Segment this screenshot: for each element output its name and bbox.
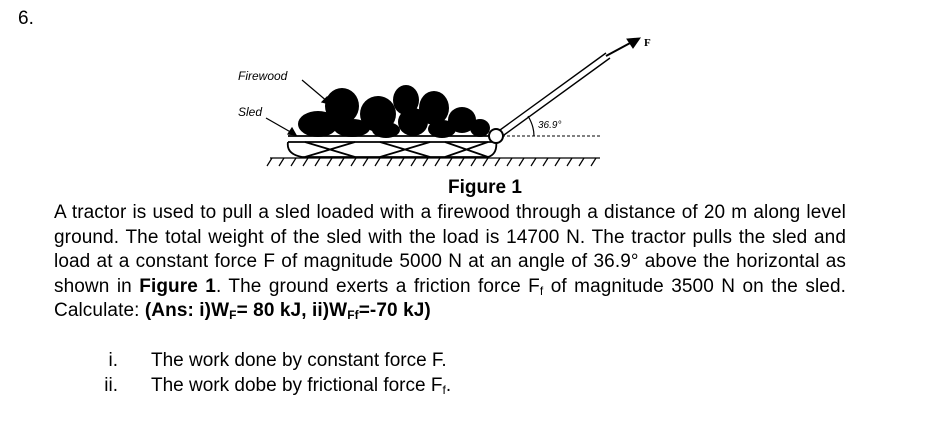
- list-numeral: i.: [108, 350, 118, 371]
- sled-figure: [230, 30, 650, 190]
- ground-hatch: [267, 158, 596, 166]
- answer-text: [145, 300, 431, 321]
- hitch-ring: [489, 129, 503, 143]
- force-label: F: [644, 37, 651, 49]
- list-numeral: ii.: [104, 375, 118, 396]
- statement-part-3: of magnitude 3500 N on the sled. Calculate:: [54, 275, 847, 321]
- answer-part-1: (Ans: i)W: [144, 300, 230, 321]
- answer-subscript-2: Ff: [347, 308, 359, 322]
- figure-reference: Figure 1: [139, 275, 216, 297]
- ground: [267, 158, 600, 166]
- force-arrow: [606, 38, 640, 56]
- statement-part-2: . The ground exerts a friction force F: [215, 275, 540, 297]
- list-subscript: f: [442, 383, 446, 397]
- figure-caption: Figure 1: [448, 177, 522, 198]
- list-text-wrapper: [151, 375, 451, 397]
- sled-label: Sled: [238, 105, 263, 119]
- problem-statement: [54, 201, 846, 324]
- question-number: 6.: [18, 8, 34, 29]
- firewood-pile: [298, 85, 490, 138]
- list-end: .: [445, 375, 452, 396]
- answer-part-3: =-70 kJ): [358, 300, 431, 321]
- angle-label: 36.9°: [538, 120, 562, 131]
- friction-subscript: f: [539, 283, 544, 298]
- angle-arc: [528, 116, 534, 136]
- list-text: The work dobe by frictional force F: [151, 375, 443, 396]
- firewood-label: Firewood: [238, 69, 288, 83]
- sled-frame: [288, 136, 497, 157]
- list-text: The work done by constant force F.: [151, 350, 447, 371]
- statement-part-1: A tractor is used to pull a sled loaded with a firewood through a distance of 20 m along level ground. The total weight of the sled with the load is 14700 N. The tractor pulls the sled and load at a constant force F of magnitude 5000 N at an angle of 36.9° above the horizontal as shown in: [54, 202, 846, 297]
- answer-part-2: = 80 kJ, ii)W: [236, 300, 348, 321]
- answer-subscript-1: F: [229, 308, 237, 322]
